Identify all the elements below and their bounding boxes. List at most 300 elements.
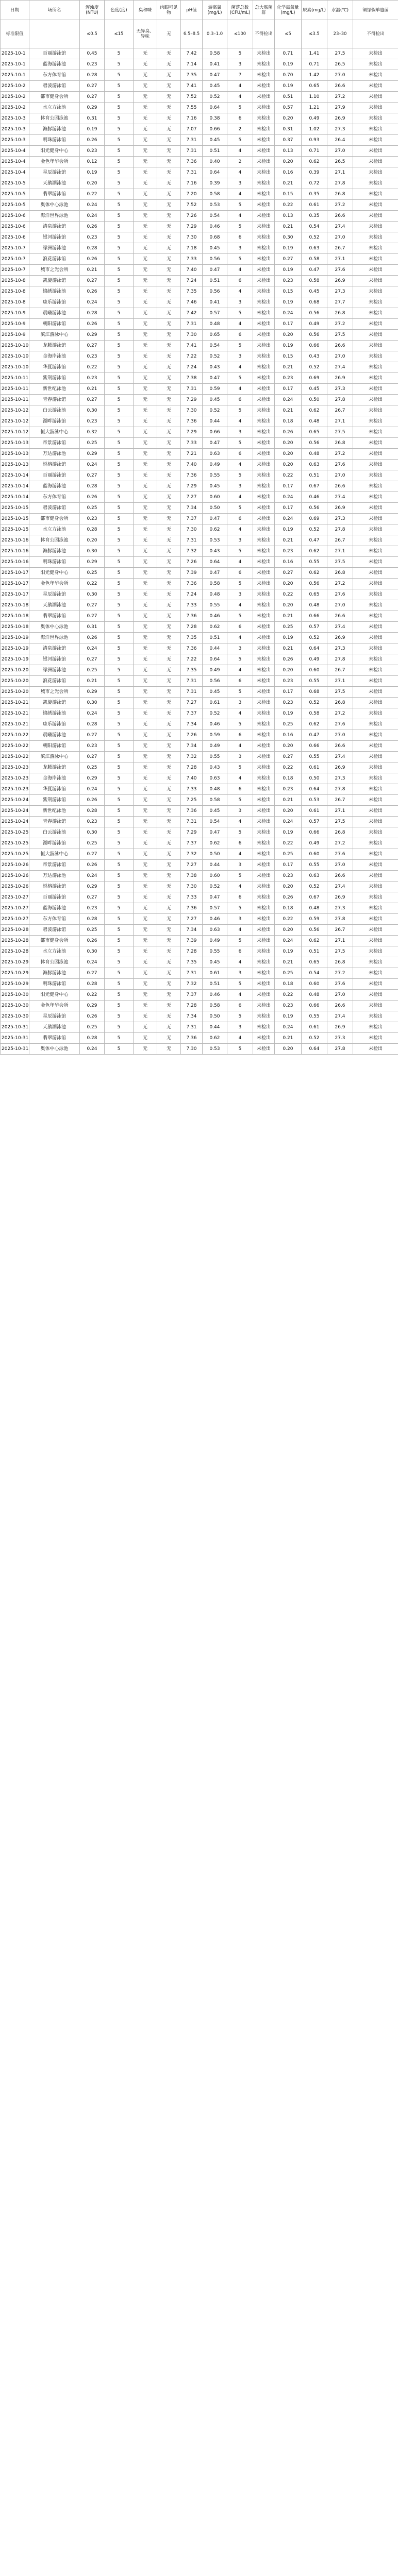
cell-value: 0.66 — [302, 341, 327, 351]
cell-value: 26.6 — [327, 871, 353, 882]
cell-value: 5 — [105, 1022, 134, 1033]
cell-value: 无 — [134, 903, 157, 914]
cell-value: 27.2 — [327, 319, 353, 330]
cell-value: 无 — [134, 687, 157, 698]
table-row — [1, 903, 398, 914]
table-row — [1, 990, 398, 1001]
cell-value: 27.0 — [327, 860, 353, 871]
cell-date: 2025-10-31 — [1, 1022, 29, 1033]
cell-value: 5 — [105, 968, 134, 979]
inspection-table — [0, 0, 398, 1055]
standard-value: ≤0.5 — [80, 20, 105, 48]
cell-value: 6 — [227, 676, 253, 687]
cell-value: 未检出 — [253, 752, 275, 762]
cell-value: 4 — [227, 319, 253, 330]
cell-value: 26.4 — [327, 135, 353, 146]
cell-venue: 清泉游泳馆 — [29, 222, 80, 232]
cell-value: 26.8 — [327, 308, 353, 319]
cell-value: 3 — [227, 968, 253, 979]
cell-value: 27.6 — [327, 265, 353, 276]
cell-value: 未检出 — [253, 546, 275, 557]
cell-value: 0.26 — [80, 319, 105, 330]
cell-value: 无 — [157, 438, 181, 449]
cell-value: 0.68 — [302, 687, 327, 698]
cell-value: 5 — [105, 449, 134, 460]
cell-value: 0.28 — [80, 1033, 105, 1044]
cell-value: 0.25 — [275, 968, 302, 979]
cell-date: 2025-10-16 — [1, 546, 29, 557]
table-row — [1, 622, 398, 633]
cell-value: 0.20 — [275, 579, 302, 589]
cell-date: 2025-10-7 — [1, 243, 29, 254]
cell-value: 未检出 — [353, 319, 398, 330]
cell-value: 5 — [105, 741, 134, 752]
cell-value: 0.28 — [80, 70, 105, 81]
cell-value: 27.8 — [327, 178, 353, 189]
cell-value: 未检出 — [253, 838, 275, 849]
cell-value: 0.50 — [203, 1011, 227, 1022]
cell-date: 2025-10-20 — [1, 665, 29, 676]
cell-value: 无 — [157, 849, 181, 860]
table-row — [1, 633, 398, 643]
cell-value: 7.52 — [181, 92, 203, 103]
cell-value: 4 — [227, 817, 253, 827]
cell-value: 5 — [227, 936, 253, 946]
cell-value: 无 — [134, 611, 157, 622]
cell-value: 无 — [134, 200, 157, 211]
cell-value: 未检出 — [253, 200, 275, 211]
cell-value: 0.29 — [80, 882, 105, 892]
cell-value: 0.17 — [275, 319, 302, 330]
cell-value: 未检出 — [253, 70, 275, 81]
cell-value: 7.32 — [181, 979, 203, 990]
cell-value: 7.36 — [181, 416, 203, 427]
cell-value: 5 — [227, 405, 253, 416]
cell-date: 2025-10-23 — [1, 762, 29, 773]
cell-value: 0.58 — [203, 795, 227, 806]
cell-value: 未检出 — [353, 600, 398, 611]
cell-value: 0.62 — [302, 546, 327, 557]
cell-value: 27.1 — [327, 676, 353, 687]
table-row — [1, 254, 398, 265]
cell-value: 5 — [105, 470, 134, 481]
cell-value: 0.45 — [203, 806, 227, 817]
table-row — [1, 449, 398, 460]
cell-value: 27.0 — [327, 232, 353, 243]
cell-value: 26.8 — [327, 189, 353, 200]
cell-value: 0.30 — [80, 589, 105, 600]
cell-value: 26.6 — [327, 481, 353, 492]
cell-value: 5 — [227, 979, 253, 990]
cell-venue: 翡翠游泳馆 — [29, 189, 80, 200]
cell-value: 未检出 — [253, 222, 275, 232]
table-row — [1, 882, 398, 892]
cell-value: 无 — [157, 957, 181, 968]
cell-date: 2025-10-31 — [1, 1033, 29, 1044]
cell-value: 未检出 — [353, 189, 398, 200]
cell-value: 5 — [105, 827, 134, 838]
cell-date: 2025-10-21 — [1, 698, 29, 708]
cell-value: 无 — [157, 470, 181, 481]
table-row — [1, 481, 398, 492]
cell-value: 无 — [134, 1033, 157, 1044]
cell-value: 无 — [157, 373, 181, 384]
cell-value: 无 — [157, 319, 181, 330]
cell-value: 0.49 — [302, 113, 327, 124]
table-row — [1, 308, 398, 319]
table-row — [1, 265, 398, 276]
cell-value: 27.3 — [327, 773, 353, 784]
cell-value: 0.56 — [203, 676, 227, 687]
cell-venue: 晨曦游泳池 — [29, 730, 80, 741]
cell-value: 4 — [227, 1033, 253, 1044]
cell-value: 5 — [105, 546, 134, 557]
cell-value: 未检出 — [253, 319, 275, 330]
cell-value: 4 — [227, 460, 253, 470]
cell-value: 无 — [157, 1001, 181, 1011]
cell-value: 0.52 — [203, 882, 227, 892]
cell-date: 2025-10-12 — [1, 405, 29, 416]
cell-value: 0.70 — [275, 70, 302, 81]
cell-value: 无 — [157, 1033, 181, 1044]
cell-value: 0.20 — [275, 157, 302, 167]
col-header: 化学需氧量(mg/L) — [275, 1, 302, 20]
cell-value: 未检出 — [253, 579, 275, 589]
cell-value: 0.62 — [302, 568, 327, 579]
cell-value: 未检出 — [353, 416, 398, 427]
cell-value: 26.8 — [327, 827, 353, 838]
cell-value: 未检出 — [353, 643, 398, 654]
cell-value: 0.16 — [275, 167, 302, 178]
cell-value: 0.27 — [80, 849, 105, 860]
cell-value: 未检出 — [353, 633, 398, 643]
cell-value: 6 — [227, 892, 253, 903]
cell-value: 无 — [134, 492, 157, 503]
cell-value: 0.23 — [275, 373, 302, 384]
cell-venue: 绿洲游泳池 — [29, 243, 80, 254]
cell-date: 2025-10-10 — [1, 362, 29, 373]
cell-venue: 紫荆游泳馆 — [29, 795, 80, 806]
cell-value: 27.6 — [327, 460, 353, 470]
cell-value: 0.54 — [302, 968, 327, 979]
cell-value: 0.23 — [80, 351, 105, 362]
cell-value: 无 — [134, 741, 157, 752]
cell-venue: 海豚游泳池 — [29, 124, 80, 135]
cell-value: 无 — [157, 449, 181, 460]
cell-value: 0.54 — [203, 817, 227, 827]
cell-date: 2025-10-12 — [1, 427, 29, 438]
cell-venue: 悦榕游泳馆 — [29, 882, 80, 892]
cell-value: 未检出 — [253, 600, 275, 611]
cell-value: 0.19 — [275, 524, 302, 535]
cell-value: 未检出 — [253, 48, 275, 59]
cell-venue: 都市健身会所 — [29, 514, 80, 524]
cell-value: 5 — [227, 135, 253, 146]
cell-date: 2025-10-18 — [1, 611, 29, 622]
cell-value: 0.20 — [275, 665, 302, 676]
cell-venue: 星辰游泳馆 — [29, 1011, 80, 1022]
table-row — [1, 524, 398, 535]
cell-value: 无 — [157, 611, 181, 622]
cell-value: 0.29 — [80, 1001, 105, 1011]
cell-value: 5 — [105, 871, 134, 882]
cell-value: 未检出 — [253, 481, 275, 492]
cell-value: 无 — [157, 395, 181, 405]
cell-value: 无 — [134, 308, 157, 319]
cell-date: 2025-10-1 — [1, 48, 29, 59]
cell-value: 0.47 — [302, 535, 327, 546]
table-row — [1, 806, 398, 817]
cell-value: 27.0 — [327, 146, 353, 157]
cell-value: 0.64 — [302, 643, 327, 654]
cell-value: 未检出 — [253, 535, 275, 546]
cell-value: 无 — [157, 698, 181, 708]
cell-value: 未检出 — [353, 81, 398, 92]
cell-value: 26.6 — [327, 211, 353, 222]
cell-value: 0.59 — [203, 730, 227, 741]
cell-value: 无 — [157, 405, 181, 416]
cell-value: 27.4 — [327, 1011, 353, 1022]
cell-venue: 星辰游泳馆 — [29, 589, 80, 600]
table-row — [1, 611, 398, 622]
cell-value: 未检出 — [253, 784, 275, 795]
cell-venue: 绿洲游泳池 — [29, 665, 80, 676]
cell-value: 27.2 — [327, 968, 353, 979]
cell-date: 2025-10-6 — [1, 222, 29, 232]
cell-value: 无 — [157, 503, 181, 514]
cell-value: 0.50 — [302, 773, 327, 784]
cell-value: 无 — [157, 341, 181, 351]
cell-value: 无 — [157, 535, 181, 546]
table-row — [1, 460, 398, 470]
cell-value: 5 — [105, 925, 134, 936]
cell-value: 5 — [227, 546, 253, 557]
cell-value: 0.22 — [275, 762, 302, 773]
cell-value: 未检出 — [353, 784, 398, 795]
cell-value: 无 — [134, 373, 157, 384]
cell-value: 未检出 — [353, 92, 398, 103]
cell-value: 0.50 — [302, 395, 327, 405]
cell-value: 27.0 — [327, 351, 353, 362]
cell-value: 无 — [134, 113, 157, 124]
cell-value: 5 — [105, 362, 134, 373]
cell-value: 0.20 — [275, 925, 302, 936]
cell-value: 0.28 — [80, 806, 105, 817]
cell-value: 0.26 — [80, 492, 105, 503]
cell-value: 5 — [105, 600, 134, 611]
cell-value: 无 — [157, 157, 181, 167]
cell-value: 7.28 — [181, 1001, 203, 1011]
cell-value: 0.47 — [302, 730, 327, 741]
cell-venue: 湖畔游泳馆 — [29, 838, 80, 849]
cell-value: 7.40 — [181, 773, 203, 784]
table-row — [1, 979, 398, 990]
cell-venue: 悦榕游泳馆 — [29, 460, 80, 470]
cell-value: 无 — [157, 308, 181, 319]
cell-value: 0.44 — [203, 643, 227, 654]
cell-value: 0.26 — [80, 860, 105, 871]
cell-value: 0.27 — [80, 276, 105, 286]
cell-value: 5 — [105, 395, 134, 405]
cell-value: 无 — [134, 546, 157, 557]
cell-date: 2025-10-26 — [1, 860, 29, 871]
cell-value: 未检出 — [353, 362, 398, 373]
cell-value: 27.3 — [327, 124, 353, 135]
cell-value: 0.55 — [302, 1011, 327, 1022]
cell-value: 5 — [227, 1044, 253, 1055]
cell-value: 0.35 — [302, 189, 327, 200]
cell-value: 5 — [227, 222, 253, 232]
cell-value: 0.29 — [80, 449, 105, 460]
cell-value: 6 — [227, 276, 253, 286]
cell-value: 0.23 — [80, 416, 105, 427]
cell-value: 0.17 — [275, 503, 302, 514]
cell-value: 无 — [134, 124, 157, 135]
cell-value: 0.61 — [203, 698, 227, 708]
cell-value: 7.31 — [181, 384, 203, 395]
cell-value: 0.52 — [203, 708, 227, 719]
cell-value: 无 — [134, 135, 157, 146]
cell-value: 0.63 — [203, 449, 227, 460]
cell-value: 0.37 — [275, 135, 302, 146]
cell-value: 0.67 — [302, 892, 327, 903]
cell-value: 无 — [157, 92, 181, 103]
cell-value: 5 — [105, 460, 134, 470]
cell-value: 无 — [134, 254, 157, 265]
cell-venue: 东方体育馆 — [29, 914, 80, 925]
cell-value: 26.9 — [327, 373, 353, 384]
cell-value: 0.56 — [203, 286, 227, 297]
cell-value: 未检出 — [353, 1022, 398, 1033]
cell-value: 0.40 — [203, 157, 227, 167]
cell-date: 2025-10-23 — [1, 784, 29, 795]
cell-date: 2025-10-5 — [1, 200, 29, 211]
standard-value: ≤100 — [227, 20, 253, 48]
cell-value: 无 — [134, 622, 157, 633]
cell-venue: 海豚游泳池 — [29, 968, 80, 979]
cell-value: 4 — [227, 211, 253, 222]
cell-venue: 城市之光会所 — [29, 265, 80, 276]
table-row — [1, 92, 398, 103]
cell-value: 0.55 — [302, 557, 327, 568]
cell-date: 2025-10-6 — [1, 211, 29, 222]
header-row — [1, 1, 398, 20]
cell-value: 无 — [157, 773, 181, 784]
cell-value: 无 — [157, 676, 181, 687]
cell-value: 无 — [157, 265, 181, 276]
cell-venue: 明珠游泳馆 — [29, 979, 80, 990]
cell-date: 2025-10-24 — [1, 806, 29, 817]
cell-value: 0.22 — [80, 362, 105, 373]
table-row — [1, 730, 398, 741]
cell-value: 0.49 — [203, 936, 227, 946]
cell-value: 7.29 — [181, 427, 203, 438]
cell-value: 0.46 — [203, 914, 227, 925]
cell-value: 未检出 — [253, 946, 275, 957]
cell-value: 未检出 — [353, 330, 398, 341]
cell-value: 0.23 — [80, 59, 105, 70]
cell-date: 2025-10-19 — [1, 643, 29, 654]
cell-value: 5 — [105, 157, 134, 167]
cell-value: 5 — [105, 633, 134, 643]
cell-value: 无 — [134, 557, 157, 568]
cell-value: 7.18 — [181, 243, 203, 254]
cell-value: 6 — [227, 1001, 253, 1011]
cell-value: 5 — [105, 557, 134, 568]
cell-value: 4 — [227, 990, 253, 1001]
table-row — [1, 784, 398, 795]
cell-value: 6 — [227, 568, 253, 579]
cell-value: 7.36 — [181, 579, 203, 589]
cell-value: 5 — [105, 665, 134, 676]
cell-value: 0.28 — [80, 481, 105, 492]
cell-value: 7.35 — [181, 70, 203, 81]
cell-value: 无 — [134, 535, 157, 546]
cell-value: 0.47 — [203, 265, 227, 276]
cell-value: 未检出 — [253, 589, 275, 600]
cell-value: 0.64 — [203, 654, 227, 665]
cell-value: 5 — [105, 936, 134, 946]
cell-value: 7.39 — [181, 568, 203, 579]
cell-value: 未检出 — [353, 946, 398, 957]
cell-value: 无 — [134, 460, 157, 470]
cell-venue: 蓝海游泳池 — [29, 59, 80, 70]
cell-value: 0.27 — [80, 892, 105, 903]
cell-value: 5 — [227, 795, 253, 806]
cell-value: 26.8 — [327, 438, 353, 449]
cell-value: 0.24 — [275, 514, 302, 524]
cell-value: 0.21 — [275, 611, 302, 622]
cell-value: 未检出 — [253, 925, 275, 936]
table-row — [1, 59, 398, 70]
table-row — [1, 211, 398, 222]
table-row — [1, 222, 398, 232]
cell-value: 7.27 — [181, 698, 203, 708]
cell-value: 3 — [227, 243, 253, 254]
cell-value: 27.2 — [327, 200, 353, 211]
cell-value: 5 — [105, 373, 134, 384]
cell-value: 未检出 — [353, 827, 398, 838]
cell-value: 7.40 — [181, 265, 203, 276]
cell-value: 0.48 — [302, 449, 327, 460]
cell-value: 未检出 — [353, 968, 398, 979]
cell-value: 0.43 — [203, 762, 227, 773]
cell-value: 5 — [105, 730, 134, 741]
cell-value: 5 — [105, 48, 134, 59]
cell-value: 7.16 — [181, 178, 203, 189]
cell-value: 27.4 — [327, 752, 353, 762]
cell-value: 5 — [105, 232, 134, 243]
cell-value: 27.8 — [327, 1044, 353, 1055]
cell-value: 0.27 — [275, 752, 302, 762]
cell-value: 6 — [227, 514, 253, 524]
cell-value: 7.34 — [181, 503, 203, 514]
cell-value: 0.58 — [302, 276, 327, 286]
cell-value: 未检出 — [253, 957, 275, 968]
cell-value: 0.39 — [203, 178, 227, 189]
cell-value: 无 — [157, 903, 181, 914]
cell-value: 7.29 — [181, 481, 203, 492]
cell-value: 0.21 — [275, 795, 302, 806]
cell-value: 5 — [105, 914, 134, 925]
cell-value: 无 — [134, 265, 157, 276]
cell-value: 未检出 — [253, 503, 275, 514]
cell-value: 未检出 — [353, 178, 398, 189]
cell-value: 0.17 — [275, 481, 302, 492]
cell-value: 0.19 — [275, 59, 302, 70]
cell-value: 0.20 — [275, 330, 302, 341]
cell-value: 5 — [105, 514, 134, 524]
